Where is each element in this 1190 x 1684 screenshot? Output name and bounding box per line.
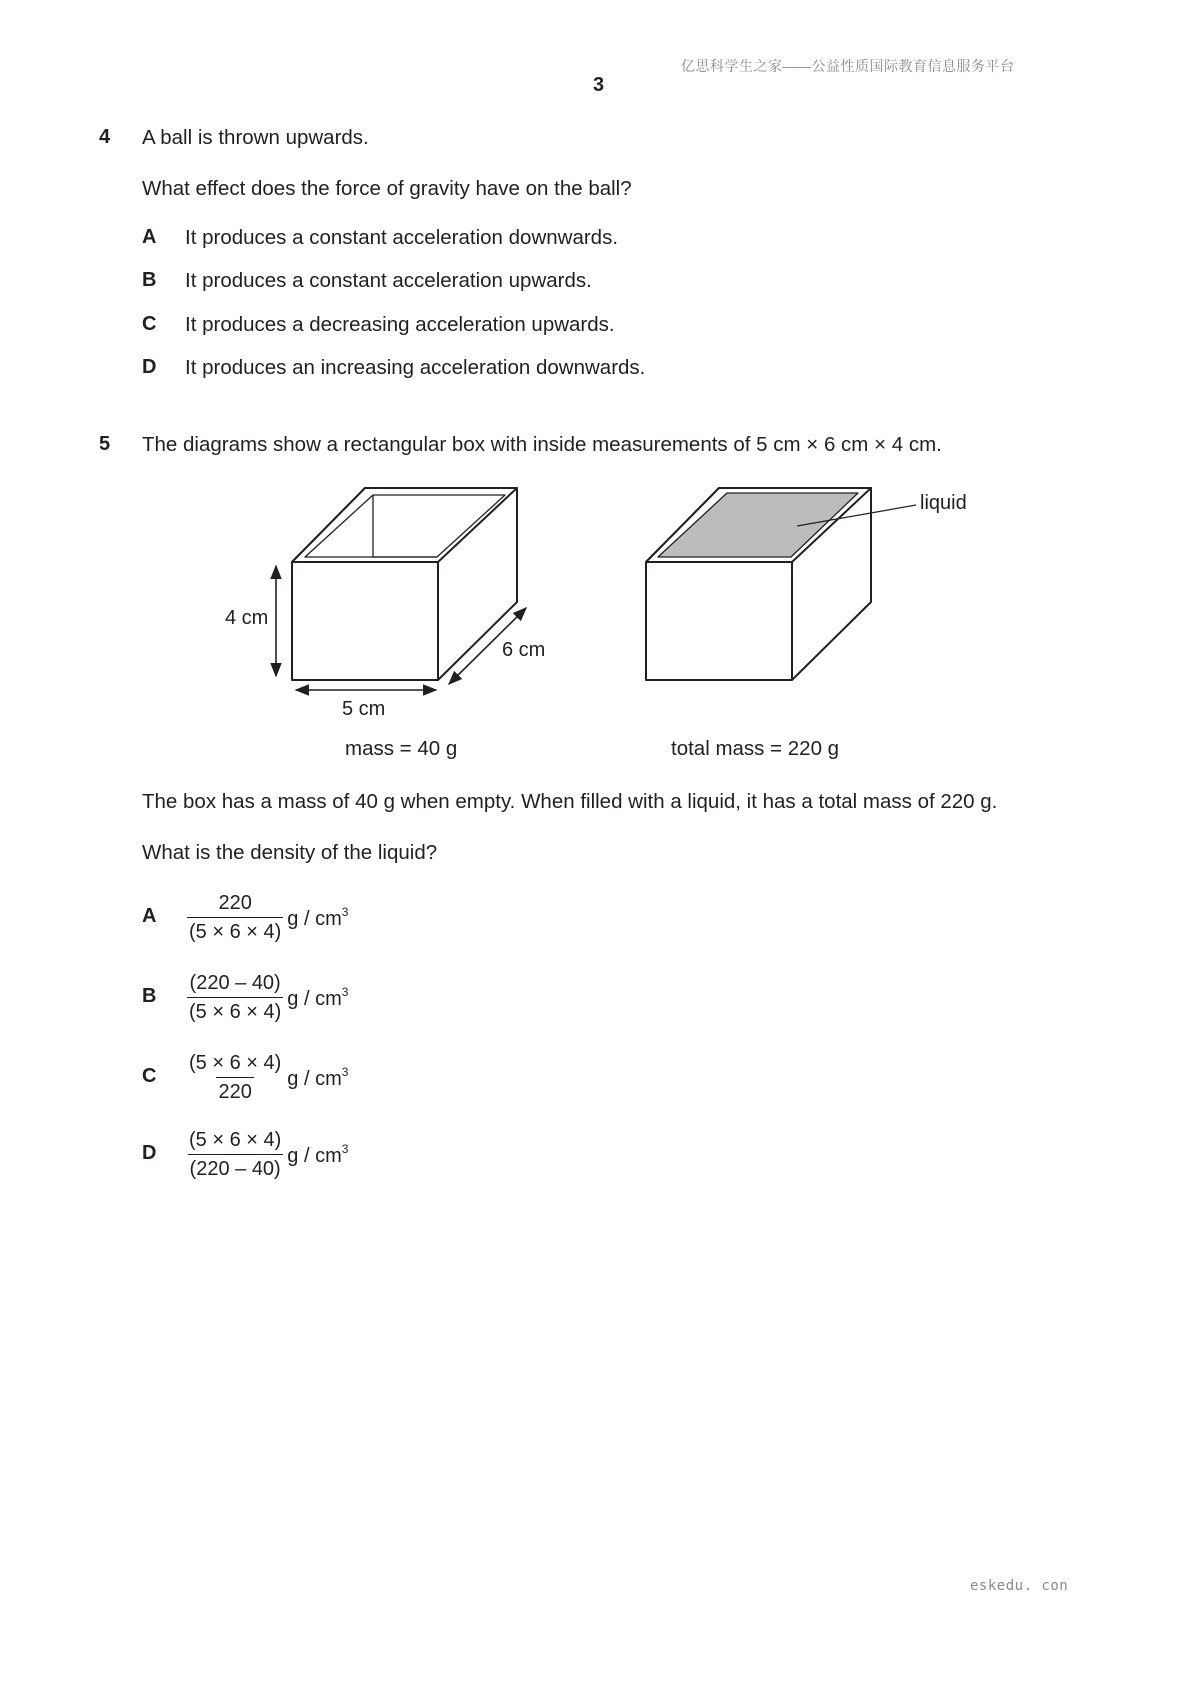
q5-option-a-denominator: (5 × 6 × 4) (187, 917, 283, 943)
q5-option-b-letter: B (142, 985, 157, 1007)
question-4-prompt: What effect does the force of gravity have on the ball? (142, 177, 632, 200)
page-number: 3 (593, 74, 605, 96)
box-diagram (0, 0, 1190, 780)
q4-option-a-text: It produces a constant acceleration downwards. (185, 226, 619, 249)
q5-option-d-expression (187, 1129, 348, 1180)
q5-option-b-denominator: (5 × 6 × 4) (187, 997, 283, 1023)
width-label: 5 cm (342, 698, 386, 720)
q5-option-a-unit: g / $cm^3$ (287, 904, 349, 930)
footer-site: eskedu. con (970, 1578, 1069, 1594)
question-5-stem: The diagrams show a rectangular box with inside measurements of 5 cm × 6 cm × 4 cm. (142, 433, 942, 456)
q5-option-c-expression (187, 1052, 348, 1103)
q5-option-c-unit: g / $cm^3$ (287, 1064, 349, 1090)
q4-option-c-letter: C (142, 313, 157, 335)
q5-option-c-numerator: (5 × 6 × 4) (189, 1052, 282, 1074)
watermark-text: 亿思科学生之家——公益性质国际教育信息服务平台 (681, 58, 1015, 74)
q5-option-c-letter: C (142, 1065, 157, 1087)
q5-option-d-letter: D (142, 1142, 157, 1164)
liquid-label: liquid (920, 492, 967, 514)
q4-option-b-text: It produces a constant acceleration upwards. (185, 269, 592, 292)
q5-option-c-denominator: 220 (216, 1077, 253, 1103)
depth-label: 6 cm (502, 639, 546, 661)
height-label: 4 cm (225, 607, 269, 629)
q5-option-b-numerator: (220 – 40) (189, 972, 281, 994)
q5-option-d-unit: g / $cm^3$ (287, 1141, 349, 1167)
q4-option-d-text: It produces an increasing acceleration downwards. (185, 356, 646, 379)
q4-option-c-text: It produces a decreasing acceleration upwards. (185, 313, 615, 336)
empty-mass-caption: mass = 40 g (345, 737, 458, 760)
q5-option-b-unit: g / $cm^3$ (287, 984, 349, 1010)
q5-option-a-expression (187, 892, 348, 943)
q5-option-a-letter: A (142, 905, 157, 927)
q5-option-a-numerator: 220 (218, 892, 252, 914)
q4-option-b-letter: B (142, 269, 157, 291)
question-5-info: The box has a mass of 40 g when empty. When filled with a liquid, it has a total mass of 220 g. (142, 790, 998, 813)
question-4-stem: A ball is thrown upwards. (142, 126, 369, 149)
question-5-number: 5 (99, 433, 111, 455)
q5-option-d-denominator: (220 – 40) (188, 1154, 283, 1180)
q5-option-b-expression (187, 972, 348, 1023)
q4-option-a-letter: A (142, 226, 157, 248)
question-5-prompt: What is the density of the liquid? (142, 841, 438, 864)
total-mass-caption: total mass = 220 g (671, 737, 840, 760)
question-4-number: 4 (99, 126, 111, 148)
filled-box (646, 488, 871, 680)
q4-option-d-letter: D (142, 356, 157, 378)
q5-option-d-numerator: (5 × 6 × 4) (189, 1129, 282, 1151)
